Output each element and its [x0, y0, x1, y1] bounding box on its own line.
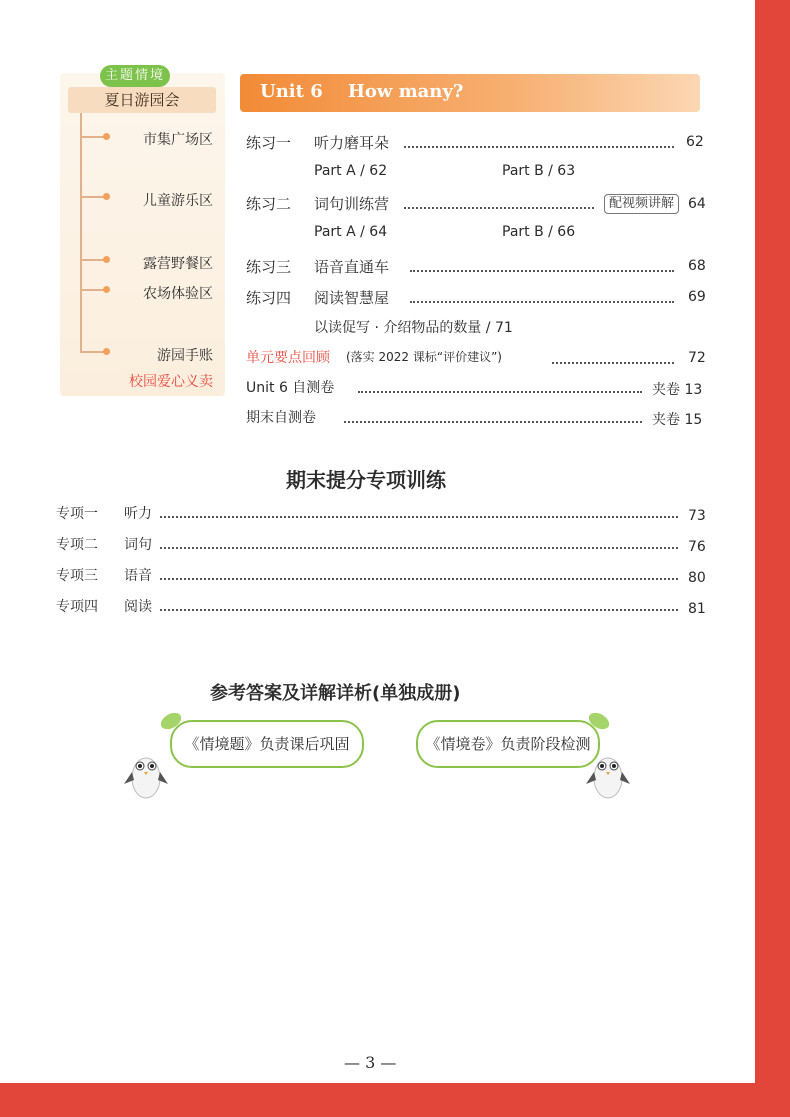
unit-test-title[interactable]: Unit 6 自测卷: [246, 380, 335, 396]
writing-link[interactable]: 以读促写 · 介绍物品的数量 / 71: [314, 320, 513, 336]
speech-bubble-left: [170, 720, 364, 768]
bubble-text: 《情境题》负责课后巩固: [184, 735, 350, 753]
dot-leader: [160, 578, 678, 580]
dot-leader: [410, 301, 674, 303]
unit-label: Unit 6 How many?: [260, 81, 464, 102]
sidebar-item-kids-park: 儿童游乐区: [143, 193, 213, 209]
page-number: — 3 —: [344, 1053, 397, 1072]
answers-title: 参考答案及详解详析(单独成册): [210, 683, 461, 704]
theme-tag: 主题情境: [100, 65, 170, 87]
toc-num: 练习一: [246, 134, 292, 152]
sidebar-item-camping: 露营野餐区: [143, 256, 213, 272]
special-num: 专项一: [56, 506, 98, 522]
special-page: 80: [688, 570, 706, 586]
branch-connector: [80, 196, 106, 198]
special-num: 专项二: [56, 537, 98, 553]
bubble-text: 《情境卷》负责阶段检测: [425, 735, 591, 753]
special-num: 专项三: [56, 568, 98, 584]
toc-title[interactable]: 听力磨耳朵: [314, 134, 390, 152]
speech-bubble-right: [416, 720, 600, 768]
special-page: 73: [688, 508, 706, 524]
toc-page: 夹卷 15: [652, 412, 703, 428]
dot-leader: [160, 516, 678, 518]
special-page: 81: [688, 601, 706, 617]
unit-header: [240, 74, 700, 112]
toc-page: 62: [686, 134, 704, 150]
toc-page: 68: [688, 258, 706, 274]
toc-num: 练习三: [246, 258, 292, 276]
branch-connector: [80, 351, 106, 353]
dot-leader: [160, 609, 678, 611]
owl-mascot-icon: [124, 742, 168, 802]
branch-connector: [80, 136, 106, 138]
dot-leader: [358, 391, 642, 393]
sidebar-item-market: 市集广场区: [143, 132, 213, 148]
special-name[interactable]: 阅读: [124, 599, 152, 615]
tree-trunk: [80, 113, 82, 353]
toc-page: 夹卷 13: [652, 382, 703, 398]
branch-connector: [80, 289, 106, 291]
toc-page: 64: [688, 196, 706, 212]
special-num: 专项四: [56, 599, 98, 615]
special-section-title: 期末提分专项训练: [286, 468, 446, 492]
final-test-title[interactable]: 期末自测卷: [246, 410, 316, 426]
dot-leader: [344, 421, 642, 423]
dot-leader: [404, 207, 594, 209]
special-page: 76: [688, 539, 706, 555]
review-title[interactable]: 单元要点回顾: [246, 350, 330, 366]
video-badge[interactable]: 配视频讲解: [604, 194, 679, 214]
sidebar-item-journal: 游园手账: [157, 348, 213, 364]
branch-connector: [80, 259, 106, 261]
toc-title[interactable]: 语音直通车: [314, 258, 390, 276]
owl-mascot-icon: [586, 742, 630, 802]
dot-leader: [410, 270, 674, 272]
part-b-link[interactable]: Part B / 66: [502, 224, 576, 240]
part-a-link[interactable]: Part A / 62: [314, 163, 388, 179]
part-b-link[interactable]: Part B / 63: [502, 163, 576, 179]
toc-page: 72: [688, 350, 706, 366]
dot-leader: [160, 547, 678, 549]
toc-num: 练习四: [246, 289, 292, 307]
toc-title[interactable]: 阅读智慧屋: [314, 289, 390, 307]
dot-leader: [552, 362, 674, 364]
toc-title[interactable]: 词句训练营: [314, 195, 390, 213]
special-name[interactable]: 听力: [124, 506, 152, 522]
dot-leader: [404, 146, 674, 148]
sidebar-item-charity-sale: 校园爱心义卖: [129, 374, 213, 390]
toc-page: 69: [688, 289, 706, 305]
part-a-link[interactable]: Part A / 64: [314, 224, 388, 240]
special-name[interactable]: 词句: [124, 537, 152, 553]
sidebar-item-farm: 农场体验区: [143, 286, 213, 302]
theme-title: 夏日游园会: [68, 87, 216, 113]
special-name[interactable]: 语音: [124, 568, 152, 584]
theme-sidebar: [60, 68, 225, 396]
toc-num: 练习二: [246, 195, 292, 213]
review-note: (落实 2022 课标“评价建议”): [346, 350, 502, 364]
